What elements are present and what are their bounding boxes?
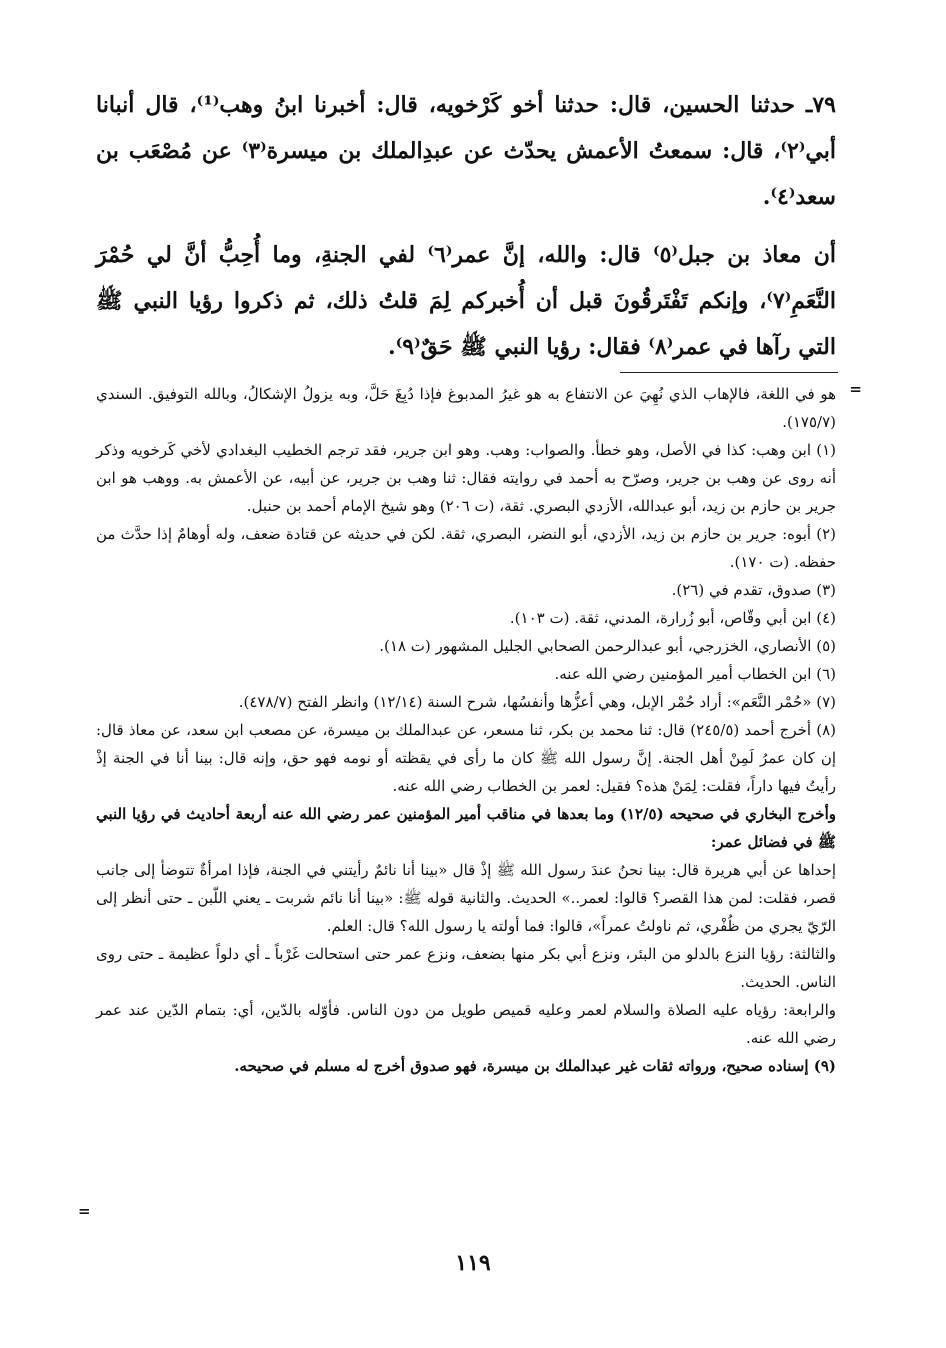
footnote-1: (١) ابن وهب: كذا في الأصل، وهو خطأ. والصواب: وهب. وهو ابن جرير، فقد ترجم الخطيب البغدادي لأخي كَرخويه وذكر أنه روى عن وهب بن جرير، وصرّح به أحمد في روايته فقال: ثنا وهب بن جرير، عن أبيه، عن الأعمش به. ووهب هو ابن جرير بن حازم بن زيد، أبو عبدالله، الأزدي البصري. ثقة، (ت ٢٠٦) وهو شيخ الإمام أحمد بن حنبل.	[96, 441, 836, 515]
footnote-6: (٦) ابن الخطاب أمير المؤمنين رضي الله عنه.	[554, 665, 836, 683]
end-mark: =	[78, 1202, 91, 1220]
footnote-8-third-hadith: والثالثة: رؤيا النزع بالدلو من البئر، ونزع أبي بكر منها بضعف، ونزع عمر حتى استحالت غَرْباً ـ أي دلواً عظيمة ـ حتى روى الناس. الحديث.	[96, 945, 836, 991]
page-number: ١١٩	[455, 1250, 491, 1276]
footnote-5: (٥) الأنصاري، الخزرجي، أبو عبدالرحمن الصحابي الجليل المشهور (ت ١٨).	[379, 637, 836, 655]
hadith-isnad-paragraph: ٧٩ـ حدثنا الحسين، قال: حدثنا أخو كَرْخويه، قال: أخبرنا ابنُ وهب⁽¹⁾، قال أنبانا أبي⁽٢⁾، قال: سمعتُ الأعمش يحدّث عن عبدِالملك بن ميسرة⁽٣⁾ عن مُصْعَب بن سعد⁽٤⁾.	[96, 92, 836, 210]
hadith-matn-paragraph: أن معاذ بن جبل⁽٥⁾ قال: والله، إنَّ عمر⁽٦⁾ لفي الجنةِ، وما أُحِبُّ أنَّ لي حُمْرَ النَّعَمِ⁽٧⁾، وإنكم تَفْتَرقُونَ قبل أن أُخبركم لِمَ قلتُ ذلك، ثم ذكروا رؤيا النبي ﷺ التي رآها في عمر⁽٨⁾ فقال: رؤيا النبي ﷺ حَقٌ⁽٩⁾.	[96, 242, 836, 360]
continuation-mark: =	[849, 380, 862, 398]
footnote-8-fourth-hadith: والرابعة: رؤياه عليه الصلاة والسلام لعمر وعليه قميص طويل من دون الناس. فأوّله بالدّين، أي: بتمام الدّين عند عمر رضي الله عنه.	[96, 1001, 836, 1047]
footnote-2: (٢) أبوه: جرير بن حازم بن زيد، الأزدي، أبو النضر، البصري، ثقة. لكن في حديثه عن قتادة ضعف، وله أوهامٌ إذا حدَّث من حفظه. (ت ١٧٠).	[96, 525, 836, 571]
footnote-separator	[620, 372, 838, 373]
footnote-8-first-hadith: إحداها عن أبي هريرة قال: بينا نحنُ عندَ رسول الله ﷺ إذْ قال «بينا أنا نائمٌ رأيتني في الجنة، فإذا امرأةٌ تتوضأ إلى جانب قصر، فقلت: لمن هذا القصر؟ قالوا: لعمر..» الحديث. والثانية قوله ﷺ: «بينا أنا نائم شربت ـ يعني اللّبن ـ حتى أنظر إلى الرّيّ يجري من ظُفْري، ثم ناولتُ عمراً»، قالوا: فما أولته يا رسول الله؟ قال: العلم.	[96, 861, 836, 935]
footnote-7: (٧) «حُمْر النَّعَم»: أراد حُمْر الإبل، وهي أعزُّها وأنفسُها، شرح السنة (١٢/١٤) وانظر الفتح (٤٧٨/٧).	[238, 693, 836, 711]
footnotes	[96, 380, 836, 1080]
footnote-4: (٤) ابن أبي وقّاص، أبو زُرارة، المدني، ثقة. (ت ١٠٣).	[509, 609, 836, 627]
main-text	[96, 82, 836, 370]
footnote-8-bukhari: وأخرج البخاري في صحيحه (١٢/٥) وما بعدها في مناقب أمير المؤمنين عمر رضي الله عنه أربعة أحاديث في رؤيا النبي ﷺ في فضائل عمر:	[96, 805, 836, 851]
footnote-9: (٩) إسناده صحيح، ورواته ثقات غير عبدالملك بن ميسرة، فهو صدوق أخرج له مسلم في صحيحه.	[234, 1057, 836, 1075]
footnote-continuation: هو في اللغة، فالإهاب الذي نُهِيَ عن الانتفاع به هو غيرُ المدبوغ فإذا دُبِغَ حَلَّ، وبه يزولُ الإشكالُ، وبالله التوفيق. السندي (١٧٥/٧).	[96, 385, 836, 431]
footnote-3: (٣) صدوق، تقدم في (٢٦).	[671, 581, 836, 599]
footnote-8: (٨) أخرج أحمد (٢٤٥/٥) قال: ثنا محمد بن بكر، ثنا مسعر، عن عبدالملك بن ميسرة، عن مصعب ابن سعد، عن معاذ قال: إن كان عمرُ لَمِنْ أهل الجنة. إنَّ رسول الله ﷺ كان ما رأى في يقظته أو نومه فهو حق، وإنه قال: بينا أنا في الجنة إذْ رأيتُ فيها داراً، فقلت: لِمَنْ هذه؟ فقيل: لعمر بن الخطاب رضي الله عنه.	[96, 721, 836, 795]
